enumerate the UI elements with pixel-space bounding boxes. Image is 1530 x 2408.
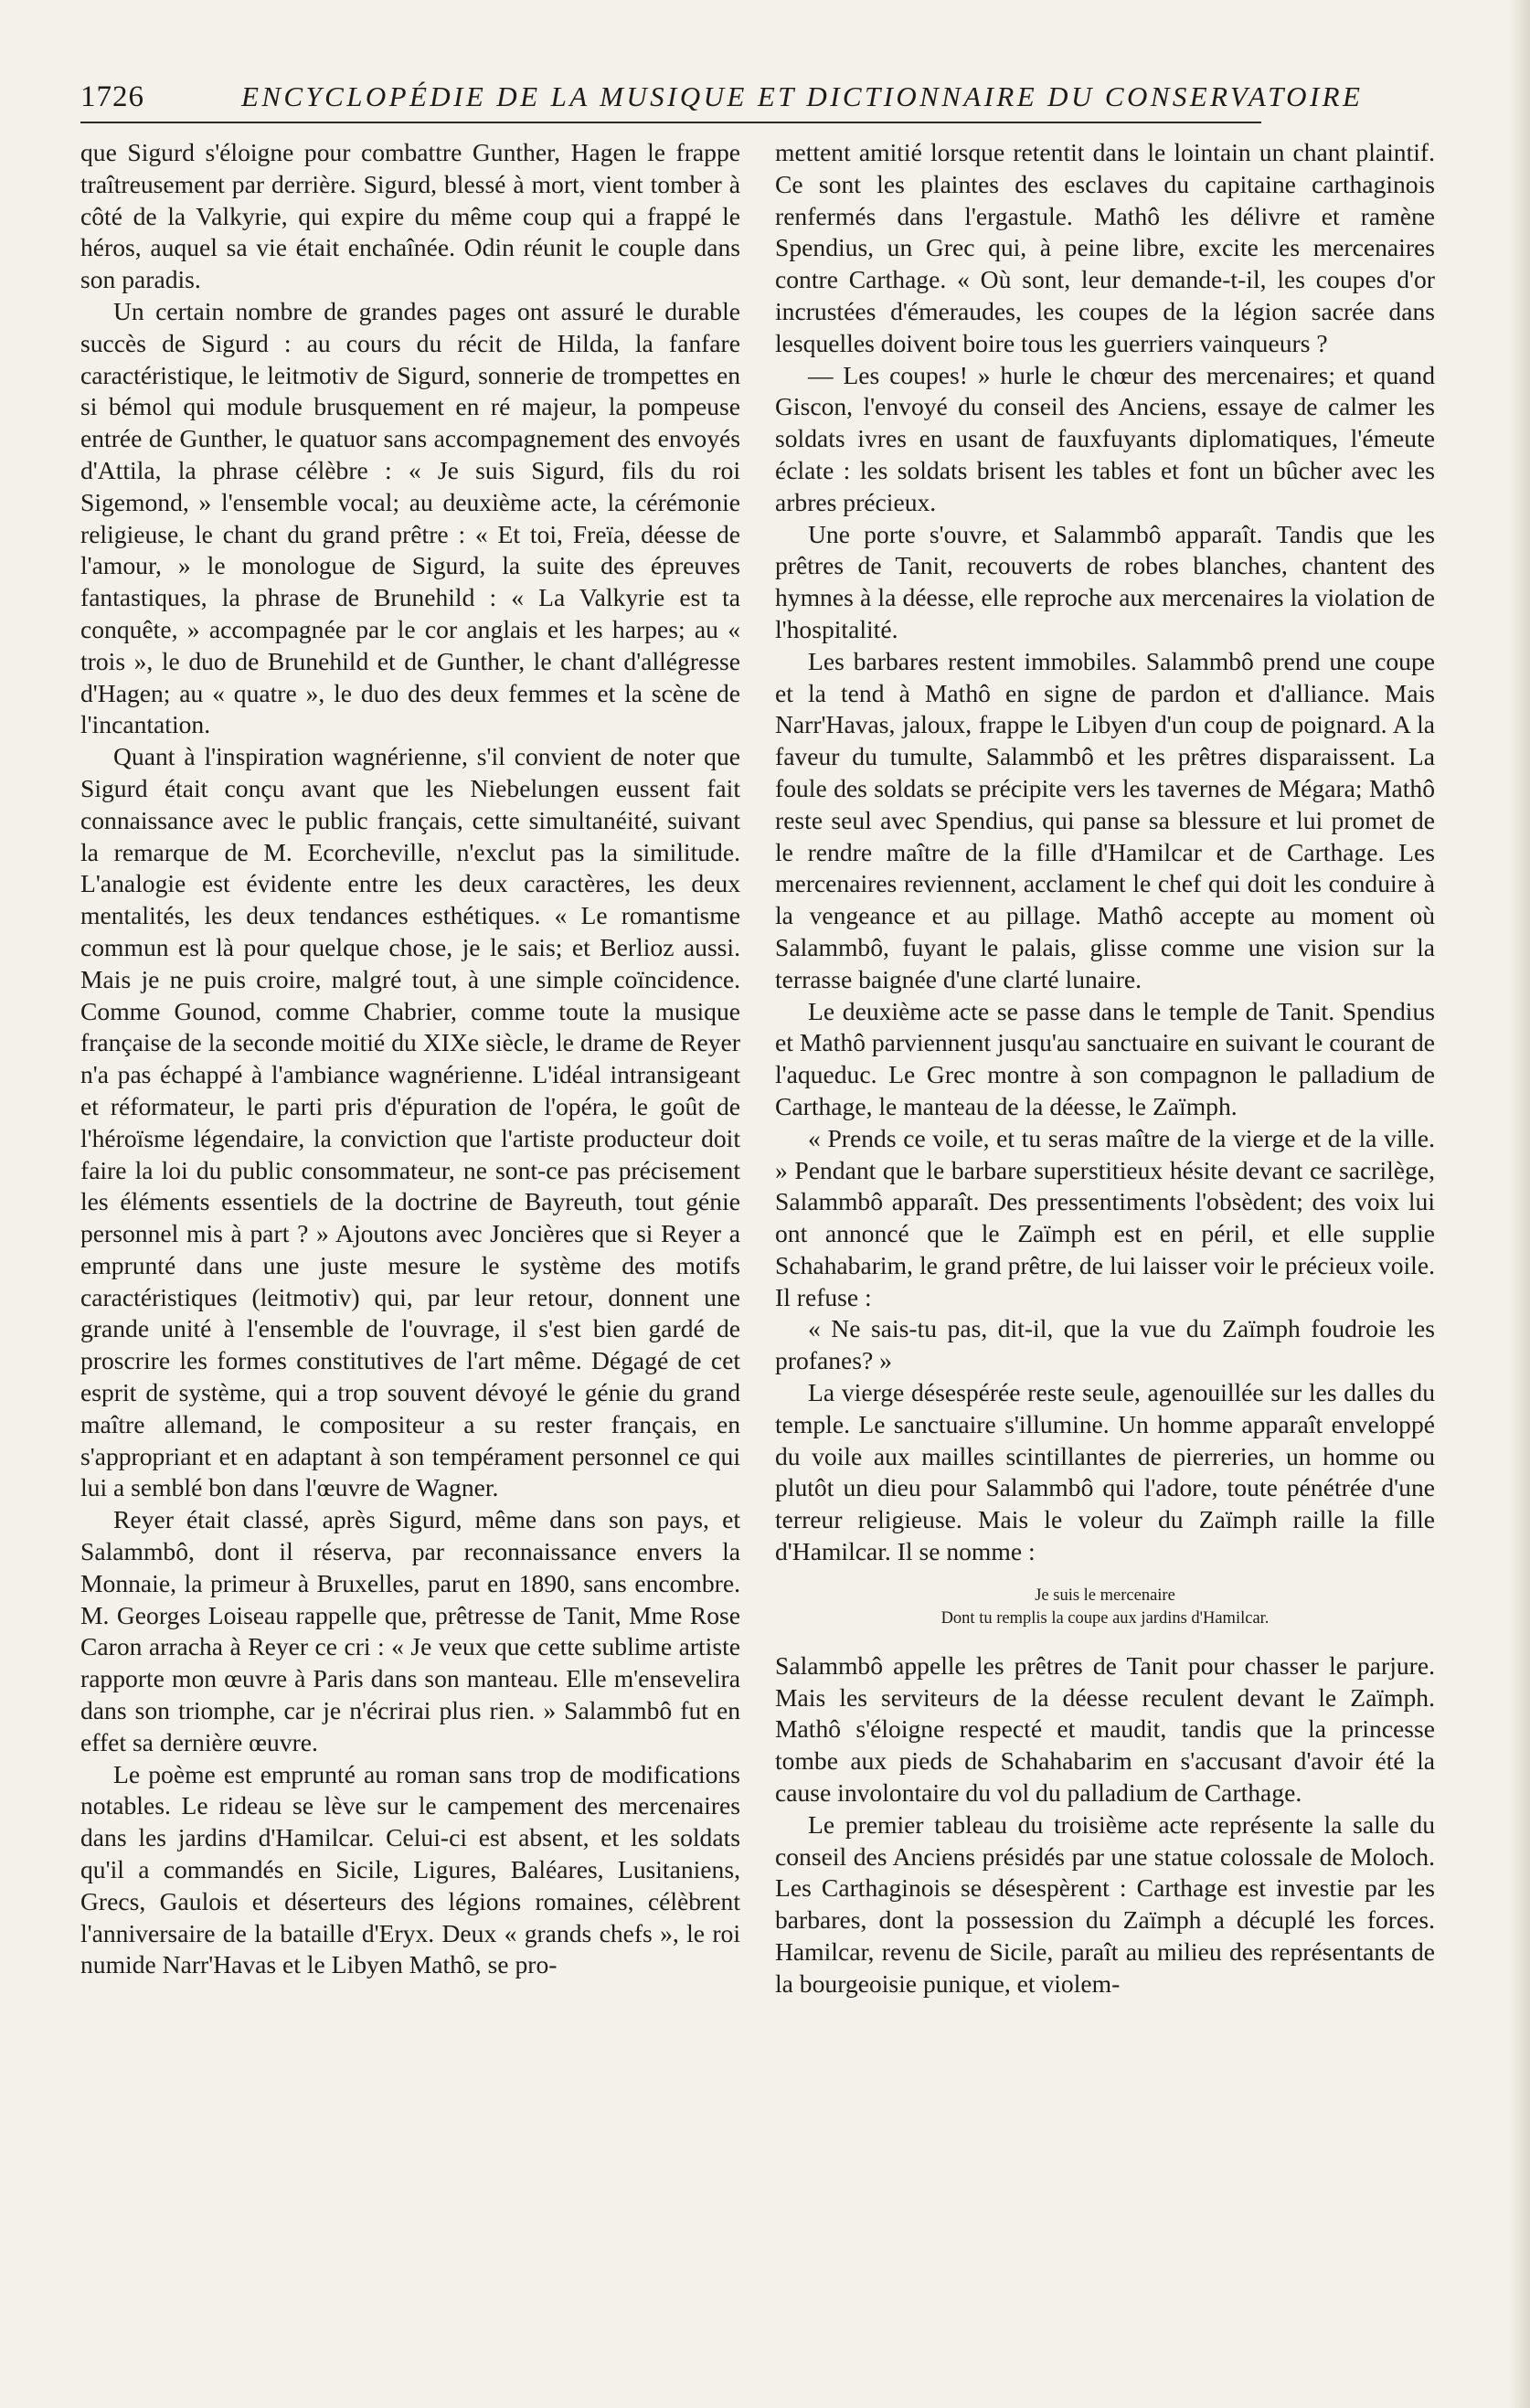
paragraph: Une porte s'ouvre, et Salammbô apparaît. Tandis que les prêtres de Tanit, recouverts de robes blanches, chantent des hymnes à la déesse, elle reproche aux mercenaires la violation de l'hospitalité. [775,519,1435,643]
left-column [80,137,740,1981]
running-title: ENCYCLOPÉDIE DE LA MUSIQUE ET DICTIONNAIRE DU CONSERVATOIRE [241,80,1364,112]
paragraph: Salammbô appelle les prêtres de Tanit pour chasser le parjure. Mais les serviteurs de la déesse reculent devant le Zaïmph. Mathô s'éloigne respecté et maudit, tandis que la princesse tombe aux pieds de Schahabarim en s'accusant d'avoir été la cause involontaire du vol du palladium de Carthage. [775,1650,1435,1808]
paragraph: Un certain nombre de grandes pages ont assuré le durable succès de Sigurd : au cours du récit de Hilda, la fanfare caractéristique, le leitmotiv de Sigurd, sonnerie de trompettes en si bémol qui module brusquement en ré majeur, la pompeuse entrée de Gunther, le quatuor sans accompagnement des envoyés d'Attila, la phrase célèbre : « Je suis Sigurd, fils du roi Sigemond, » l'ensemble vocal; au deuxième acte, la cérémonie religieuse, le chant du grand prêtre : « Et toi, Freïa, déesse de l'amour, » le monologue de Sigurd, la suite des épreuves fantastiques, la phrase de Brunehild : « La Valkyrie est ta conquête, » accompagnée par le cor anglais et les harpes; au « trois », le duo de Brunehild et de Gunther, le chant d'allégresse d'Hagen; au « quatre », le duo des deux femmes et la scène de l'incantation. [80,296,740,739]
paragraph: « Prends ce voile, et tu seras maître de la vierge et de la ville. » Pendant que le barbare superstitieux hésite devant ce sacrilège, Salammbô apparaît. Des pressentiments l'obsèdent; des voix lui ont annoncé que le Zaïmph est en péril, et elle supplie Schahabarim, le grand prêtre, de lui laisser voir le précieux voile. Il refuse : [775,1123,1435,1311]
page-number: 1726 [80,80,144,113]
paragraph: Le deuxième acte se passe dans le temple de Tanit. Spendius et Mathô parviennent jusqu'au sanctuaire en suivant le courant de l'aqueduc. Le Grec montre à son compagnon le palladium de Carthage, le manteau de la déesse, le Zaïmph. [775,996,1435,1120]
header-rule [80,122,1261,123]
paragraph: « Ne sais-tu pas, dit-il, que la vue du Zaïmph foudroie les profanes? » [775,1314,1435,1375]
paragraph: Le premier tableau du troisième acte représente la salle du conseil des Anciens présidés par une statue colossale de Moloch. Les Carthaginois se désespèrent : Carthage est investie par les barbares, dont la possession du Zaïmph a décuplé les forces. Hamilcar, revenu de Sicile, paraît au milieu des représentants de la bourgeoisie punique, et violem- [775,1809,1435,1998]
right-column [775,137,1435,2000]
paragraph: mettent amitié lorsque retentit dans le lointain un chant plaintif. Ce sont les plaintes des esclaves du capitaine carthaginois renfermés dans l'ergastule. Mathô les délivre et ramène Spendius, un Grec qui, à peine libre, excite les mercenaires contre Carthage. « Où sont, leur demande-t-il, les coupes d'or incrustées d'émeraudes, les coupes de la légion sacrée dans lesquelles doivent boire tous les guerriers vainqueurs ? [775,138,1435,357]
verse-line: Dont tu remplis la coupe aux jardins d'Hamilcar. [940,1608,1270,1628]
paragraph: La vierge désespérée reste seule, agenouillée sur les dalles du temple. Le sanctuaire s'illumine. Un homme apparaît enveloppé du voile aux mailles scintillantes de pierreries, un homme ou plutôt un dieu pour Salammbô qui l'adore, toute pénétrée d'une terreur religieuse. Mais le voleur du Zaïmph raille la fille d'Hamilcar. Il se nomme : [775,1378,1435,1566]
paragraph: Les barbares restent immobiles. Salammbô prend une coupe et la tend à Mathô en signe de pardon et d'alliance. Mais Narr'Havas, jaloux, frappe le Libyen d'un coup de poignard. A la faveur du tumulte, Salammbô et les prêtres disparaissent. La foule des soldats se précipite vers les tavernes de Mégara; Mathô reste seul avec Spendius, qui panse sa blessure et lui promet de le rendre maître de la fille d'Hamilcar et de Carthage. Les mercenaires reviennent, acclament le chef qui doit les conduire à la vengeance et au pillage. Mathô accepte au moment où Salammbô, fuyant le palais, glisse comme une vision sur la terrasse baignée d'une clarté lunaire. [775,646,1435,993]
page-header [80,80,1364,117]
verse-quote [775,1585,1435,1630]
verse-line: Je suis le mercenaire [1035,1586,1175,1605]
page-edge-shadow [1510,0,1530,2408]
paragraph: Le poème est emprunté au roman sans trop de modifications notables. Le rideau se lève sur le campement des mercenaires dans les jardins d'Hamilcar. Celui-ci est absent, et les soldats qu'il a commandés en Sicile, Ligures, Baléares, Lusitaniens, Grecs, Gaulois et déserteurs des légions romaines, célèbrent l'anniversaire de la bataille d'Eryx. Deux « grands chefs », le roi numide Narr'Havas et le Libyen Mathô, se pro- [80,1759,740,1979]
paragraph: Reyer était classé, après Sigurd, même dans son pays, et Salammbô, dont il réserva, par reconnaissance envers la Monnaie, la primeur à Bruxelles, parut en 1890, sans encombre. M. Georges Loiseau rappelle que, prêtresse de Tanit, Mme Rose Caron arracha à Reyer ce cri : « Je veux que cette sublime artiste rapporte mon œuvre à Paris dans son manteau. Elle m'ensevelira dans son triomphe, car je n'écrirai plus rien. » Salammbô fut en effet sa dernière œuvre. [80,1505,740,1756]
paragraph: que Sigurd s'éloigne pour combattre Gunther, Hagen le frappe traîtreusement par derrière. Sigurd, blessé à mort, vient tomber à côté de la Valkyrie, qui expire du même coup qui a frappé le héros, auquel sa vie était enchaînée. Odin réunit le couple dans son paradis. [80,138,740,294]
paragraph: — Les coupes! » hurle le chœur des mercenaires; et quand Giscon, l'envoyé du conseil des Anciens, essaye de calmer les soldats ivres en usant de fauxfuyants diplomatiques, l'émeute éclate : les soldats brisent les tables et font un bûcher avec les arbres précieux. [775,360,1435,516]
paragraph: Quant à l'inspiration wagnérienne, s'il convient de noter que Sigurd était conçu avant que les Niebelungen eussent fait connaissance avec le public français, cette simultanéité, suivant la remarque de M. Ecorcheville, n'exclut pas la similitude. L'analogie est évidente entre les deux caractères, les deux mentalités, les deux tendances esthétiques. « Le romantisme commun est là pour quelque chose, je le sais; et Berlioz aussi. Mais je ne puis croire, malgré tout, à une simple coïncidence. Comme Gounod, comme Chabrier, comme toute la musique française de la seconde moitié du XIXe siècle, le drame de Reyer n'a pas échappé à l'ambiance wagnérienne. L'idéal intransigeant et réformateur, le parti pris d'épuration de l'opéra, le goût de l'héroïsme légendaire, la conviction que l'artiste producteur doit faire la loi du public consommateur, ne sont-ce pas précisement les éléments essentiels de la doctrine de Bayreuth, tout génie personnel mis à part ? » Ajoutons avec Joncières que si Reyer a emprunté dans une juste mesure le système des motifs caractéristiques (leitmotiv) qui, par leur retour, donnent une grande unité à l'ensemble de l'ouvrage, il s'est bien gardé de proscrire les formes constitutives de l'art même. Dégagé de cet esprit de système, qui a trop souvent dévoyé le génie du grand maître allemand, le compositeur a su rester français, en s'appropriant et en adaptant à son tempérament personnel ce qui lui a semblé bon dans l'œuvre de Wagner. [80,742,740,1502]
